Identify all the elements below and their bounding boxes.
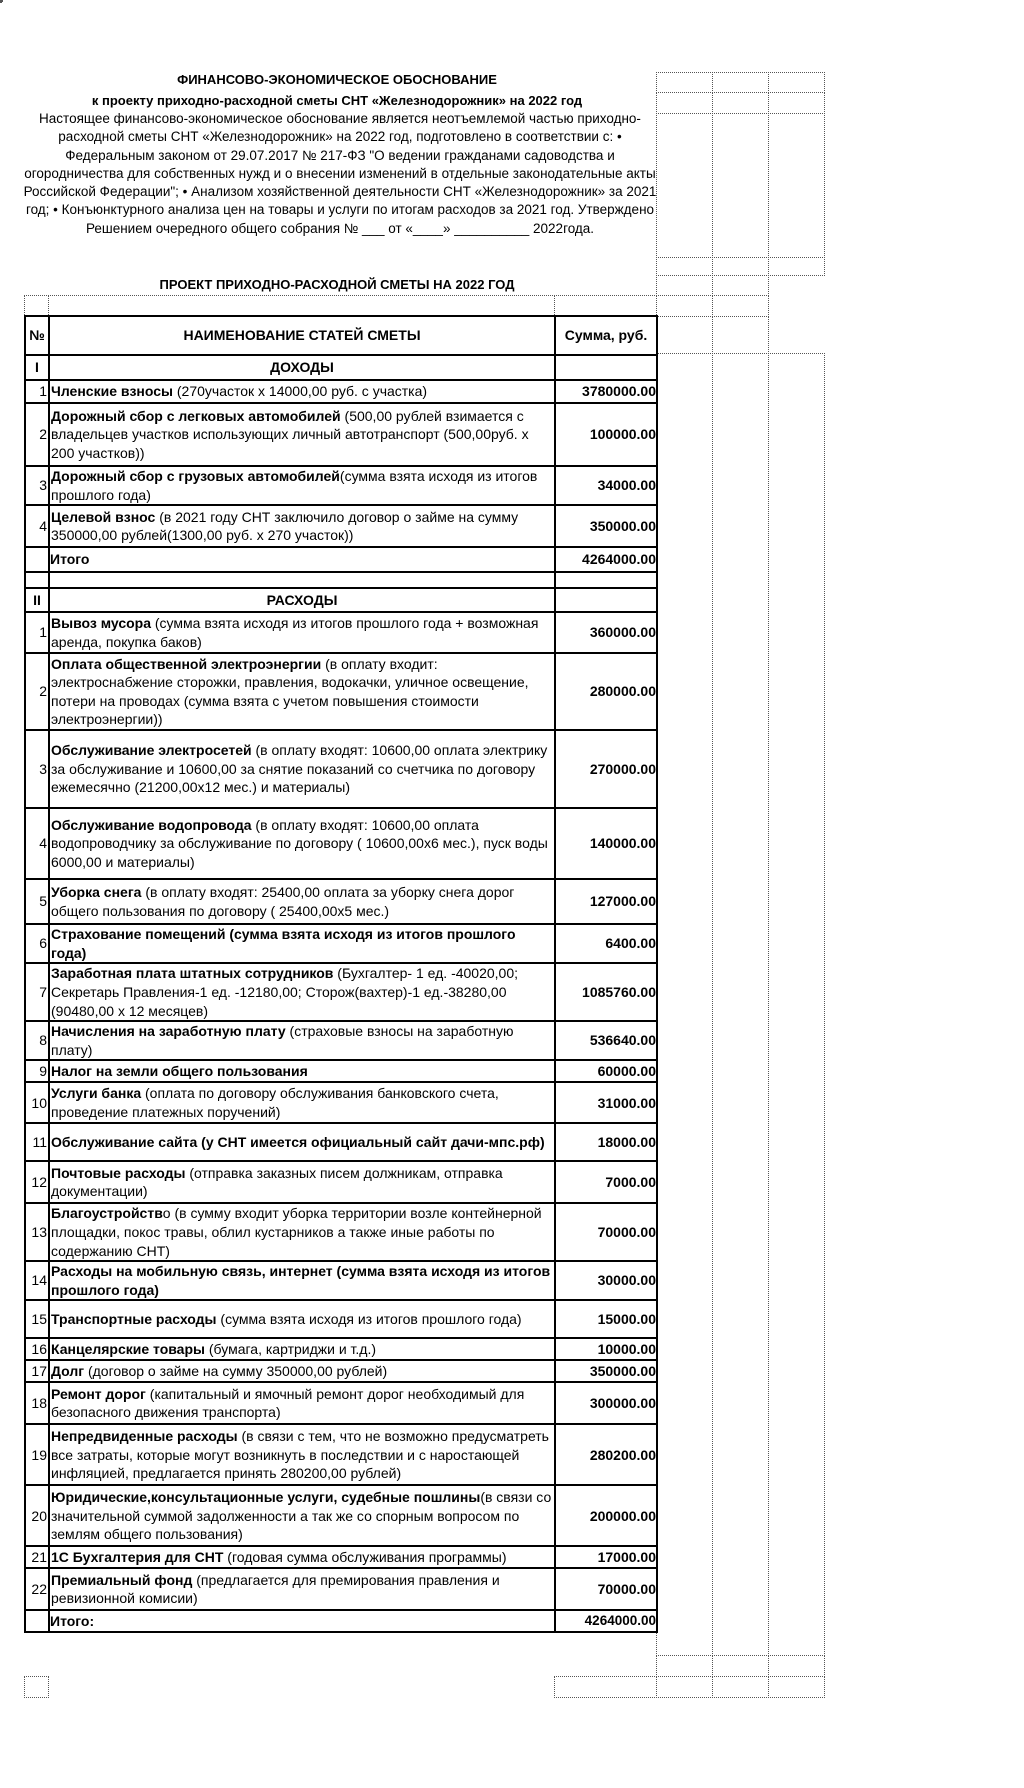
row-description bbox=[49, 1060, 555, 1082]
row-title: Расходы на мобильную связь, интернет (сумма взята исходя из итогов прошлого года) bbox=[51, 1263, 551, 1298]
document-intro: Настоящее финансово-экономическое обоснование является неотъемлемой частью приходно-расходной сметы СНТ «Железнодорожник» на 2022 год, подготовлено в соответствии с: • Федеральным законом от 29.07.2017 № 217-ФЗ "О ведении гражданами садоводства и огородничества для собственных нужд и о внесении изменений в отдельные законодательные акты Российской Федерации"; • Анализом хозяйственной деятельности СНТ «Железнодорожник» за 2021 год; • Конъюнктурного анализа цен на товары и услуги по итогам расходов за 2021 год. Утверждено Решением очередного общего собрания № ___ от «____» __________ 2022года. bbox=[23, 111, 657, 236]
row-details: (в оплату входят: 25400,00 оплата за уборку снега дорог общего пользования по договору ( 25400,00х5 мес.) bbox=[51, 884, 515, 919]
row-number: 3 bbox=[25, 730, 49, 808]
row-description bbox=[49, 1338, 555, 1360]
row-details: (500,00 рублей взимается с владельцев участков использующих личный автотранспорт (500,00руб. х 200 участков)) bbox=[51, 407, 529, 461]
table-row bbox=[25, 1382, 657, 1424]
row-details: (в оплату входит: электроснабжение сторожки, правления, водокачки, уличное освещение, потери на проводах (сумма взята с учетом повышения стоимости электроэнергии)) bbox=[51, 655, 529, 728]
total-row-expenses bbox=[25, 1610, 657, 1632]
table-row bbox=[25, 380, 657, 403]
row-title: Членские взносы bbox=[51, 383, 173, 400]
row-number: 4 bbox=[25, 505, 49, 547]
row-title: Вывоз мусора bbox=[51, 615, 151, 632]
table-row bbox=[25, 1123, 657, 1161]
row-amount: 280200.00 bbox=[555, 1424, 657, 1485]
row-number: 6 bbox=[25, 924, 49, 963]
row-description bbox=[49, 403, 555, 466]
table-row bbox=[25, 808, 657, 879]
row-details: (в 2021 году СНТ заключило договор о займе на сумму 350000,00 рублей(1300,00 руб. х 270 участок)) bbox=[51, 508, 519, 544]
row-description bbox=[49, 380, 555, 403]
row-details: (годовая сумма обслуживания программы) bbox=[223, 1549, 507, 1566]
row-amount: 31000.00 bbox=[555, 1082, 657, 1123]
table-row bbox=[25, 1546, 657, 1568]
row-details: (сумма взята исходя из итогов прошлого года + возможная аренда, покупка баков) bbox=[51, 615, 539, 650]
row-title: Ремонт дорог bbox=[51, 1385, 146, 1402]
row-amount: 70000.00 bbox=[555, 1568, 657, 1610]
section-title-expenses: РАСХОДЫ bbox=[49, 588, 555, 612]
row-number: 13 bbox=[25, 1203, 49, 1261]
row-description bbox=[49, 1568, 555, 1610]
section-row-income bbox=[25, 355, 657, 380]
row-details: (в оплату входят: 10600,00 оплата электрику за обслуживание и 10600,00 за снятие показаний со счетчика по договору ежемесячно (21200,00х12 мес.) и материалы) bbox=[51, 742, 548, 796]
row-amount: 200000.00 bbox=[555, 1485, 657, 1546]
row-title: Начисления на заработную плату bbox=[51, 1023, 286, 1040]
row-description bbox=[49, 730, 555, 808]
row-amount: 300000.00 bbox=[555, 1382, 657, 1424]
spacer-row bbox=[25, 572, 657, 588]
row-amount: 17000.00 bbox=[555, 1546, 657, 1568]
row-amount: 30000.00 bbox=[555, 1261, 657, 1300]
row-title: 1С Бухгалтерия для СНТ bbox=[51, 1549, 224, 1566]
row-title: Обслуживание водопровода bbox=[51, 816, 252, 833]
section-title-income: ДОХОДЫ bbox=[49, 355, 555, 380]
row-number: 2 bbox=[25, 403, 49, 466]
row-description bbox=[49, 963, 555, 1021]
total-label: Итого: bbox=[49, 1610, 555, 1632]
row-amount: 10000.00 bbox=[555, 1338, 657, 1360]
row-title: Премиальный фонд bbox=[51, 1571, 193, 1588]
row-description bbox=[49, 653, 555, 730]
row-number: 9 bbox=[25, 1060, 49, 1082]
table-row bbox=[25, 1261, 657, 1300]
row-description bbox=[49, 1424, 555, 1485]
table-row bbox=[25, 879, 657, 924]
row-amount: 140000.00 bbox=[555, 808, 657, 879]
row-amount: 18000.00 bbox=[555, 1123, 657, 1161]
table-row bbox=[25, 653, 657, 730]
row-amount: 6400.00 bbox=[555, 924, 657, 963]
row-number: 1 bbox=[25, 380, 49, 403]
table-row bbox=[25, 924, 657, 963]
row-details: (Бухгалтер- 1 ед. -40020,00; Секретарь Правления-1 ед. -12180,00; Сторож(вахтер)-1 ед.-38280,00 (90480,00 х 12 месяцев) bbox=[51, 965, 519, 1019]
row-description bbox=[49, 505, 555, 547]
row-amount: 536640.00 bbox=[555, 1021, 657, 1060]
document-subtitle: к проекту приходно-расходной сметы СНТ «Железнодорожник» на 2022 год bbox=[91, 93, 583, 108]
row-details: (страховые взносы на заработную плату) bbox=[51, 1023, 514, 1058]
row-title: Налог на земли общего пользования bbox=[51, 1063, 308, 1080]
section-num: I bbox=[25, 355, 49, 380]
table-row bbox=[25, 1360, 657, 1382]
row-details: (бумага, картриджи и т.д.) bbox=[204, 1341, 377, 1358]
row-description bbox=[49, 1546, 555, 1568]
row-details: (капитальный и ямочный ремонт дорог необходимый для безопасного движения транспорта) bbox=[51, 1385, 525, 1421]
row-number: 14 bbox=[25, 1261, 49, 1300]
row-title: Благоустройств bbox=[51, 1205, 163, 1222]
row-number: 5 bbox=[25, 879, 49, 924]
row-amount: 70000.00 bbox=[555, 1203, 657, 1261]
row-number: 22 bbox=[25, 1568, 49, 1610]
row-title: Непредвиденные расходы bbox=[51, 1427, 238, 1444]
row-title: Уборка снега bbox=[51, 884, 142, 901]
row-number: 12 bbox=[25, 1161, 49, 1203]
row-description bbox=[49, 1021, 555, 1060]
row-number: 11 bbox=[25, 1123, 49, 1161]
row-number: 19 bbox=[25, 1424, 49, 1485]
row-title: Услуги банка bbox=[51, 1085, 142, 1102]
total-label: Итого bbox=[49, 547, 555, 572]
row-number: 8 bbox=[25, 1021, 49, 1060]
row-amount: 60000.00 bbox=[555, 1060, 657, 1082]
section-num: II bbox=[25, 588, 49, 612]
table-row bbox=[25, 1485, 657, 1546]
row-amount: 1085760.00 bbox=[555, 963, 657, 1021]
row-number: 16 bbox=[25, 1338, 49, 1360]
row-title: Обслуживание электросетей bbox=[51, 742, 252, 759]
table-row bbox=[25, 612, 657, 653]
row-amount: 270000.00 bbox=[555, 730, 657, 808]
table-row bbox=[25, 730, 657, 808]
table-row bbox=[25, 1300, 657, 1338]
table-row bbox=[25, 1082, 657, 1123]
table-row bbox=[25, 1060, 657, 1082]
table-row bbox=[25, 1568, 657, 1610]
column-header-num: № bbox=[25, 316, 49, 355]
row-details: (в связи со значительной суммой задолженности а так же со спорным вопросом по землям общего пользования) bbox=[51, 1488, 552, 1543]
row-number: 18 bbox=[25, 1382, 49, 1424]
row-amount: 280000.00 bbox=[555, 653, 657, 730]
row-number: 20 bbox=[25, 1485, 49, 1546]
row-description bbox=[49, 1300, 555, 1338]
row-description bbox=[49, 466, 555, 505]
row-details: (отправка заказных писем должникам, отправка документации) bbox=[51, 1164, 503, 1200]
row-title: Обслуживание сайта (у СНТ имеется официальный сайт дачи-мпс.рф) bbox=[51, 1134, 545, 1151]
row-number: 2 bbox=[25, 653, 49, 730]
row-description bbox=[49, 1161, 555, 1203]
column-header-sum: Сумма, руб. bbox=[555, 316, 657, 355]
row-amount: 34000.00 bbox=[555, 466, 657, 505]
row-description bbox=[49, 1082, 555, 1123]
row-title: Дорожный сбор с грузовых автомобилей bbox=[51, 468, 340, 484]
row-title: Юридические,консультационные услуги, судебные пошлины bbox=[51, 1488, 481, 1505]
document-title: ФИНАНСОВО-ЭКОНОМИЧЕСКОЕ ОБОСНОВАНИЕ bbox=[177, 72, 497, 87]
row-title: Почтовые расходы bbox=[51, 1164, 186, 1181]
row-number: 4 bbox=[25, 808, 49, 879]
row-amount: 360000.00 bbox=[555, 612, 657, 653]
row-title: Оплата общественной электроэнергии bbox=[51, 655, 322, 672]
row-description bbox=[49, 1123, 555, 1161]
total-row-income bbox=[25, 547, 657, 572]
row-number: 7 bbox=[25, 963, 49, 1021]
row-details: (оплата по договору обслуживания банковского счета, проведение платежных поручений) bbox=[51, 1085, 499, 1120]
table-row bbox=[25, 963, 657, 1021]
row-title: Дорожный сбор с легковых автомобилей bbox=[51, 407, 341, 424]
table-row bbox=[25, 1203, 657, 1261]
row-details: (270участок х 14000,00 руб. с участка) bbox=[173, 383, 428, 400]
column-header-name: НАИМЕНОВАНИЕ СТАТЕЙ СМЕТЫ bbox=[49, 316, 555, 355]
table-header-row bbox=[25, 316, 657, 355]
row-number: 1 bbox=[25, 612, 49, 653]
row-title: Страхование помещений (сумма взята исходя из итогов прошлого года) bbox=[51, 926, 516, 961]
row-amount: 3780000.00 bbox=[555, 380, 657, 403]
row-description bbox=[49, 1261, 555, 1300]
total-amount: 4264000.00 bbox=[555, 1610, 657, 1632]
row-description bbox=[49, 1485, 555, 1546]
row-amount: 350000.00 bbox=[555, 505, 657, 547]
row-description bbox=[49, 1382, 555, 1424]
row-details: (сумма взята исходя из итогов прошлого года) bbox=[51, 468, 538, 503]
row-details: (в оплату входят: 10600,00 оплата водопроводчику за обслуживание по договору ( 10600,00х6 мес.), пуск воды 6000,00 и материалы) bbox=[51, 816, 548, 870]
row-number: 3 bbox=[25, 466, 49, 505]
table-row bbox=[25, 466, 657, 505]
row-number: 17 bbox=[25, 1360, 49, 1382]
total-amount: 4264000.00 bbox=[555, 547, 657, 572]
row-description bbox=[49, 1360, 555, 1382]
table-row bbox=[25, 403, 657, 466]
row-description bbox=[49, 879, 555, 924]
row-amount: 127000.00 bbox=[555, 879, 657, 924]
table-row bbox=[25, 1338, 657, 1360]
row-number: 15 bbox=[25, 1300, 49, 1338]
row-title: Целевой взнос bbox=[51, 508, 156, 525]
row-description bbox=[49, 1203, 555, 1261]
row-details: (сумма взята исходя из итогов прошлого года) bbox=[216, 1311, 522, 1328]
row-description bbox=[49, 612, 555, 653]
row-number: 10 bbox=[25, 1082, 49, 1123]
row-amount: 7000.00 bbox=[555, 1161, 657, 1203]
estimate-table bbox=[24, 315, 658, 1633]
row-details: (предлагается для премирования правления и ревизионной комисии) bbox=[51, 1571, 500, 1607]
row-amount: 350000.00 bbox=[555, 1360, 657, 1382]
table-row bbox=[25, 1424, 657, 1485]
row-title: Транспортные расходы bbox=[51, 1311, 217, 1328]
row-number: 21 bbox=[25, 1546, 49, 1568]
row-amount: 100000.00 bbox=[555, 403, 657, 466]
row-details: (договор о займе на сумму 350000,00 рублей) bbox=[84, 1363, 388, 1380]
section-row-expenses bbox=[25, 588, 657, 612]
row-amount: 15000.00 bbox=[555, 1300, 657, 1338]
row-title: Канцелярские товары bbox=[51, 1341, 205, 1358]
row-title: Заработная плата штатных сотрудников bbox=[51, 965, 334, 982]
table-row bbox=[25, 1161, 657, 1203]
table-row bbox=[25, 1021, 657, 1060]
table-row bbox=[25, 505, 657, 547]
row-details: о (в сумму входит уборка территории возле контейнерной площадки, покос травы, облил кустарников а также иные работы по содержанию СНТ) bbox=[51, 1205, 542, 1259]
row-title: Долг bbox=[51, 1363, 85, 1380]
estimate-title: ПРОЕКТ ПРИХОДНО-РАСХОДНОЙ СМЕТЫ НА 2022 ГОД bbox=[159, 277, 515, 292]
row-details: (в связи с тем, что не возможно предусматреть все затраты, которые могут возникнуть в последствии и с наростающей инфляцией, предлагается принять 280200,00 рублей) bbox=[51, 1427, 549, 1482]
row-description bbox=[49, 808, 555, 879]
row-description bbox=[49, 924, 555, 963]
